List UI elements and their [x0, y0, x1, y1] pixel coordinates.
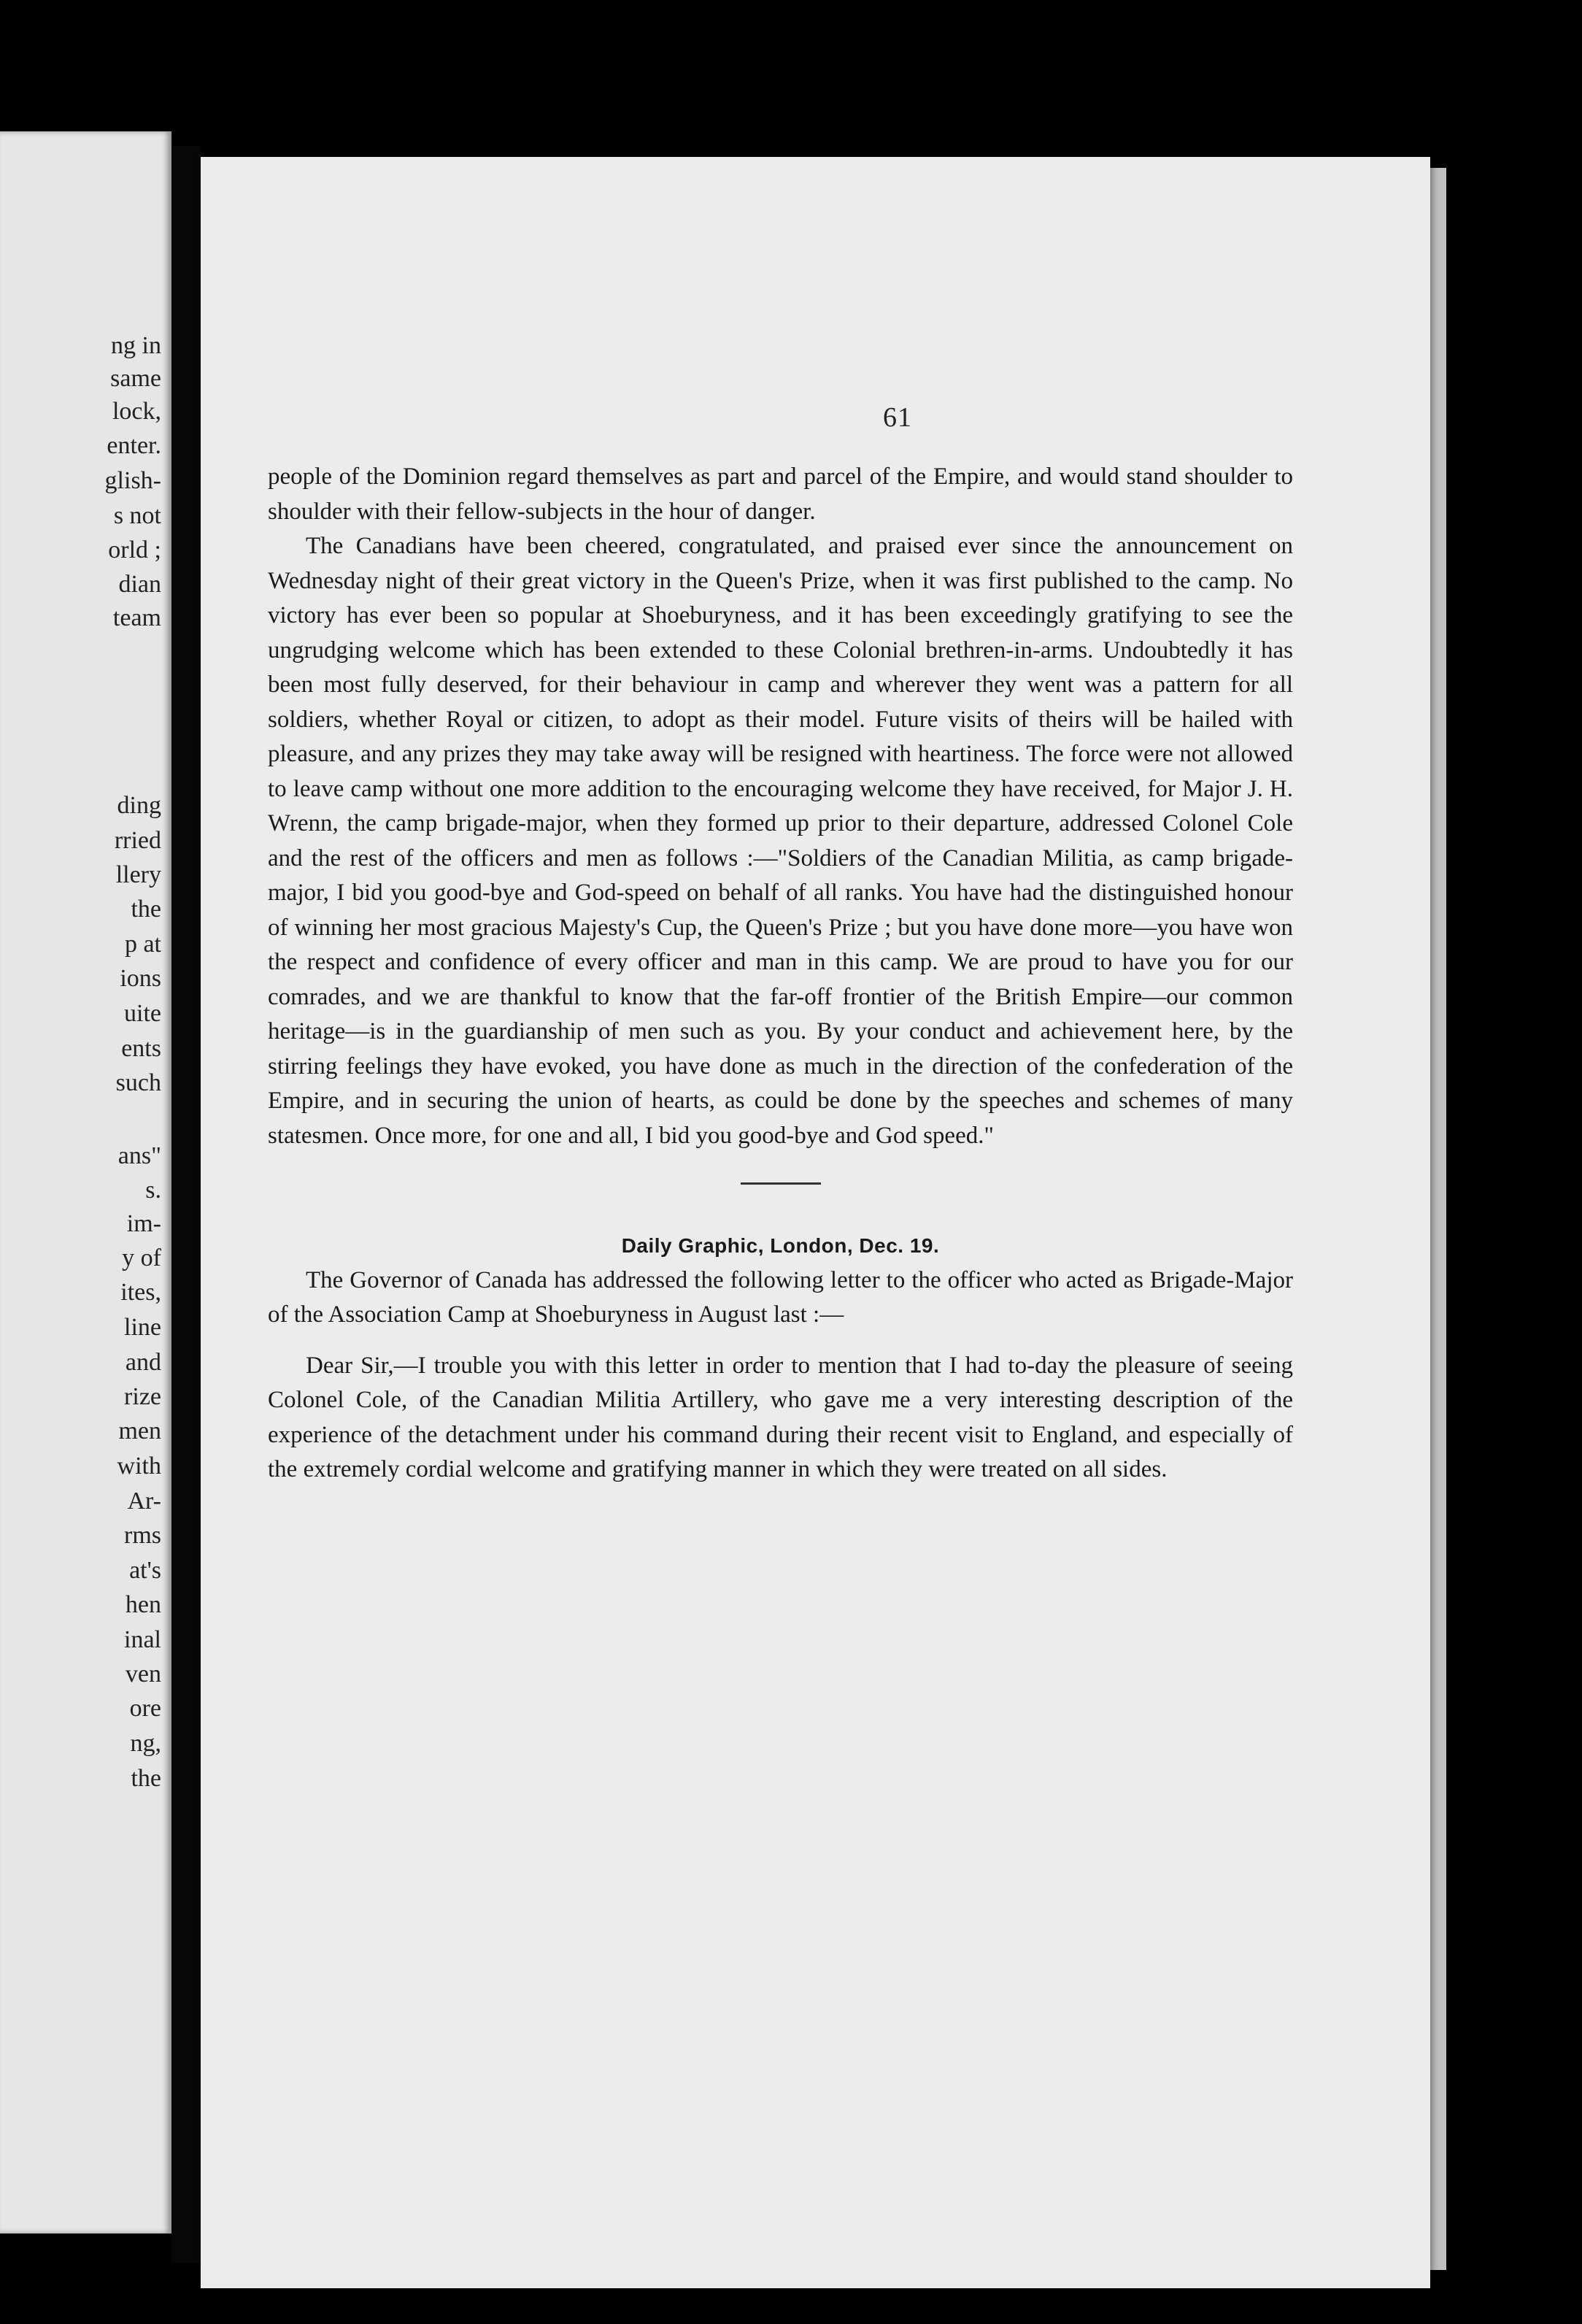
paragraph-governor-letter-intro: The Governor of Canada has addressed the following letter to the officer who acted as Brigade-Major of the Association Camp at Shoeburyness in August last :— [268, 1266, 1293, 1328]
facing-page-fragment: orld ; [108, 536, 161, 563]
facing-page-fragment: inal [124, 1626, 161, 1653]
facing-page-fragment: llery [115, 861, 161, 888]
facing-page-fragment: rize [124, 1383, 161, 1410]
facing-page-fragment: enter. [107, 432, 161, 459]
facing-page-fragment: ents [121, 1035, 161, 1062]
facing-page-fragment: ans" [117, 1142, 161, 1169]
page-fore-edge [1430, 168, 1446, 2270]
facing-page-fragment: ng in [111, 332, 161, 359]
facing-page-fragment: rms [124, 1522, 161, 1549]
facing-page-fragment: ites, [120, 1279, 161, 1306]
facing-page-fragment: at's [129, 1557, 161, 1584]
paragraph-canadians-cheered: The Canadians have been cheered, congratulated, and praised ever since the announcement on Wednesday night of their great victory in the Queen's Prize, when it was first published to the camp. No victory has ever been so popular at Shoeburyness, and it has been exceedingly gratifying to see the ungrudging welcome which has been extended to these Colonial brethren-in-arms. Undoubtedly it has been most fully deserved, for their behaviour in camp and wherever they went was a pattern for all soldiers, whether Royal or citizen, to adopt as their model. Future visits of theirs will be hailed with pleasure, and any prizes they may take away will be resigned with heartiness. The force were not allowed to leave camp without one more addition to the encouraging welcome they have received, for Major J. H. Wrenn, the camp brigade-major, when they formed up prior to their departure, addressed Colonel Cole and the rest of the officers and men as follows :—"Soldiers of the Canadian Militia, as camp brigade-major, I bid you good-bye and God-speed on behalf of all ranks. You have had the distinguished honour of winning her most gracious Majesty's Cup, the Queen's Prize ; but you have done more—you have won the respect and confidence of every officer and man in this camp. We are proud to have you for our comrades, and we are thankful to know that the far-off frontier of the British Empire—our common heritage—is in the guardianship of men such as you. By your conduct and achievement here, by the stirring feelings they have evoked, you have done as much in the direction of the confederation of the Empire, and in securing the union of hearts, as could be done by the speeches and schemes of many statesmen. Once more, for one and all, I bid you good-bye and God speed." [268, 533, 1293, 1149]
book-page [201, 157, 1430, 2288]
facing-page-fragment: same [110, 365, 161, 392]
facing-page-fragment: ore [129, 1695, 161, 1722]
facing-page-fragment: ding [117, 792, 161, 819]
facing-page-fragment: im- [126, 1210, 161, 1237]
facing-page-fragment: such [115, 1069, 161, 1096]
facing-page-fragment: with [117, 1452, 161, 1480]
section-divider [741, 1182, 821, 1185]
facing-page-fragment: the [131, 1765, 161, 1792]
facing-page-fragment: lock, [112, 398, 161, 425]
facing-page-fragment: s not [113, 502, 161, 529]
facing-page-fragment: ven [125, 1661, 161, 1688]
facing-page-fragment: p at [124, 931, 161, 958]
facing-page-fragment: dian [118, 571, 161, 598]
facing-page-fragment: hen [125, 1591, 161, 1618]
facing-page-fragment: Ar- [127, 1488, 161, 1515]
facing-page-fragment: and [125, 1349, 161, 1376]
facing-page-fragment: glish- [104, 467, 161, 494]
paragraph-continuation: people of the Dominion regard themselves as part and parcel of the Empire, and would stand shoulder to shoulder with their fellow-subjects in the hour of danger. [268, 463, 1293, 525]
facing-page-fragment: ions [120, 965, 161, 992]
section-heading: Daily Graphic, London, Dec. 19. [621, 1234, 940, 1257]
facing-page-fragment: uite [124, 1000, 161, 1027]
facing-page-fragment: ng, [130, 1730, 161, 1757]
facing-page-fragment: team [112, 604, 161, 631]
facing-page-fragment: line [124, 1314, 161, 1341]
facing-page-fragment: men [118, 1417, 161, 1444]
facing-page-fragment: rried [114, 827, 161, 854]
facing-page-fragment: the [131, 896, 161, 923]
facing-page-fragment: y of [122, 1244, 161, 1271]
facing-page-fragment: s. [145, 1177, 161, 1204]
facing-page-edge [0, 131, 171, 2233]
page-body [268, 460, 1293, 1488]
page-number: 61 [883, 402, 912, 433]
paragraph-letter-body: Dear Sir,—I trouble you with this letter in order to mention that I had to-day the pleasure of seeing Colonel Cole, of the Canadian Militia Artillery, who gave me a very interesting description of the experience of the detachment under his command during their recent visit to England, and especially of the extremely cordial welcome and gratifying manner in which they were treated on all sides. [268, 1352, 1293, 1482]
book-gutter [171, 146, 201, 2263]
